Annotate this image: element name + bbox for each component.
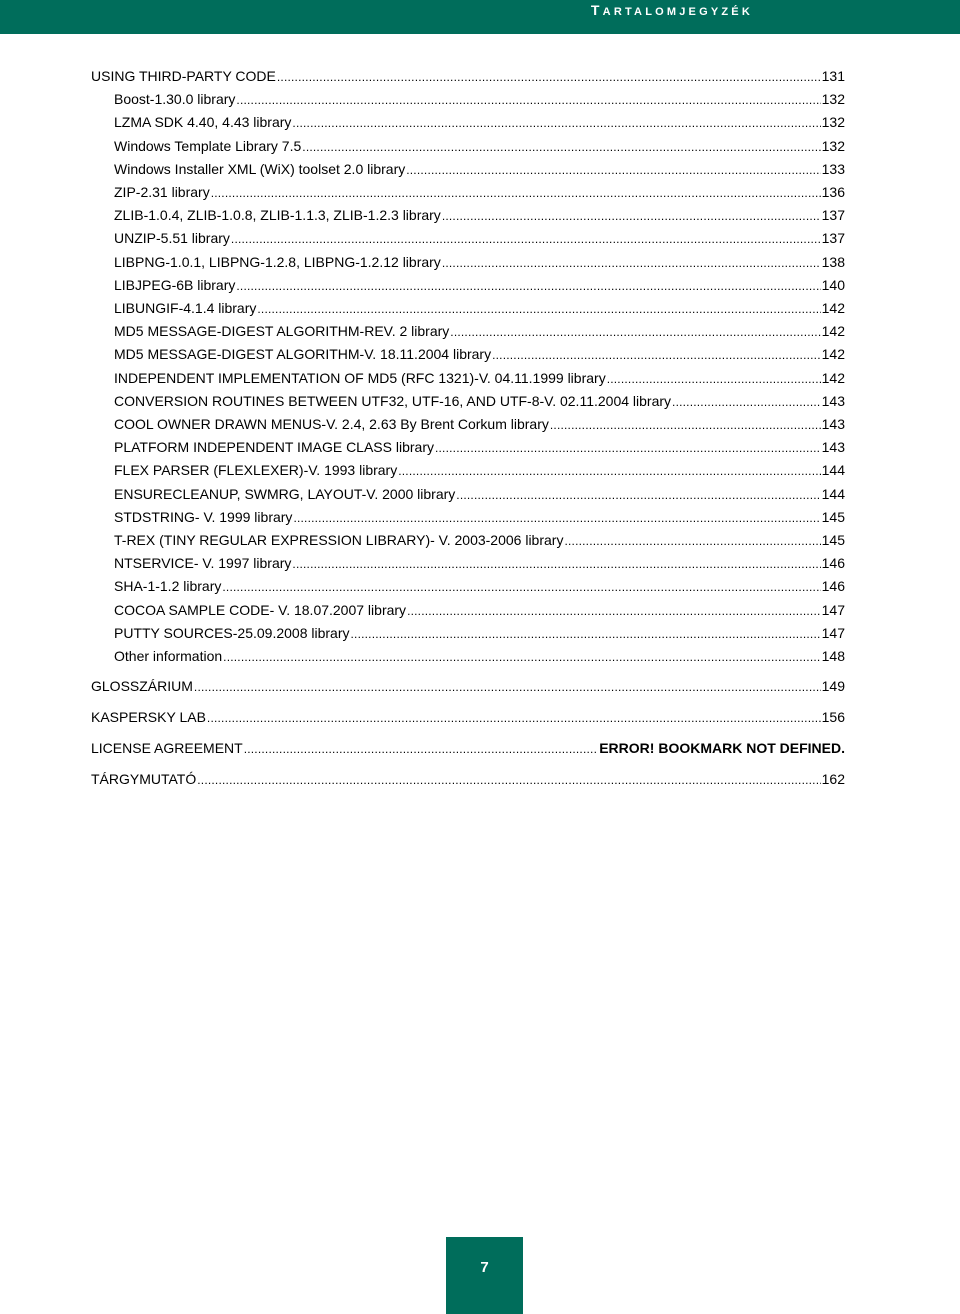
toc-entry-page: 142 bbox=[821, 323, 845, 340]
toc-entry-page: 132 bbox=[821, 137, 845, 154]
toc-entry-page: 147 bbox=[821, 601, 845, 618]
toc-entry-label: KASPERSKY LAB bbox=[91, 708, 206, 725]
toc-entry-label: Boost-1.30.0 library bbox=[114, 91, 236, 108]
toc-dot-leader bbox=[607, 371, 821, 388]
toc-subentry[interactable] bbox=[114, 393, 845, 411]
toc-entry-label: USING THIRD-PARTY CODE bbox=[91, 68, 276, 84]
toc-subentry[interactable] bbox=[114, 230, 845, 248]
toc-entry-page: 149 bbox=[821, 677, 845, 694]
toc-entry-label: CONVERSION ROUTINES BETWEEN UTF32, UTF-16, AND UTF-8-V. 02.11.2004 library bbox=[114, 392, 672, 409]
toc-entry-label: GLOSSZÁRIUM bbox=[91, 677, 193, 694]
toc-entry-label: STDSTRING- V. 1999 library bbox=[114, 508, 293, 525]
toc-subentry[interactable] bbox=[114, 254, 845, 272]
toc-dot-leader bbox=[398, 463, 820, 480]
toc-entry-page: 148 bbox=[821, 648, 845, 664]
toc-entry-label: LIBUNGIF-4.1.4 library bbox=[114, 300, 257, 316]
toc-subentry[interactable] bbox=[114, 486, 845, 504]
toc-entry-page: 144 bbox=[821, 485, 845, 502]
toc-section-entry[interactable] bbox=[91, 678, 845, 696]
toc-subentry[interactable] bbox=[114, 416, 845, 434]
toc-dot-leader bbox=[236, 278, 820, 295]
toc-entry-page: 156 bbox=[821, 708, 845, 725]
page-number: 7 bbox=[480, 1259, 489, 1276]
toc-subentry[interactable] bbox=[114, 462, 845, 480]
toc-entry-page: 143 bbox=[821, 416, 845, 432]
toc-entry-page: ERROR! BOOKMARK NOT DEFINED. bbox=[599, 739, 845, 756]
toc-entry-page: 142 bbox=[821, 300, 845, 316]
toc-entry-label: FLEX PARSER (FLEXLEXER)-V. 1993 library bbox=[114, 462, 398, 479]
toc-entry-label: LICENSE AGREEMENT bbox=[91, 739, 243, 756]
toc-dot-leader bbox=[442, 255, 821, 272]
toc-subentry[interactable] bbox=[114, 207, 845, 225]
toc-dot-leader bbox=[406, 162, 820, 179]
toc-entry-label: PLATFORM INDEPENDENT IMAGE CLASS library bbox=[114, 439, 434, 456]
toc-subentry[interactable] bbox=[114, 648, 845, 666]
toc-dot-leader bbox=[492, 347, 821, 364]
toc-entry-label: INDEPENDENT IMPLEMENTATION OF MD5 (RFC 1321)-V. 04.11.1999 library bbox=[114, 369, 606, 386]
toc-entry-label: MD5 MESSAGE-DIGEST ALGORITHM-REV. 2 library bbox=[114, 323, 450, 340]
toc-section-entry[interactable] bbox=[91, 771, 845, 789]
toc-subentry[interactable] bbox=[114, 370, 845, 388]
toc-entry-page: 137 bbox=[821, 207, 845, 224]
header-bar bbox=[0, 0, 960, 34]
toc-subentry[interactable] bbox=[114, 346, 845, 364]
toc-entry-page: 147 bbox=[821, 624, 845, 641]
toc-entry-page: 142 bbox=[821, 369, 845, 386]
toc-entry-label: TÁRGYMUTATÓ bbox=[91, 770, 197, 787]
toc-dot-leader bbox=[257, 301, 820, 318]
toc-dot-leader bbox=[351, 626, 821, 643]
toc-dot-leader bbox=[292, 115, 820, 132]
toc-entry-page: 131 bbox=[821, 68, 845, 84]
header-title-initial: T bbox=[590, 2, 603, 18]
toc-entry-page: 132 bbox=[821, 91, 845, 108]
toc-dot-leader bbox=[197, 772, 820, 789]
toc-entry-page: 162 bbox=[821, 770, 845, 787]
toc-dot-leader bbox=[244, 741, 599, 758]
toc-entry-page: 132 bbox=[821, 114, 845, 131]
toc-entry-label: Windows Installer XML (WiX) toolset 2.0 library bbox=[114, 160, 406, 177]
toc-entry-label: UNZIP-5.51 library bbox=[114, 230, 230, 247]
toc-subentry[interactable] bbox=[114, 277, 845, 295]
toc-entry-page: 140 bbox=[821, 276, 845, 293]
toc-subentry[interactable] bbox=[114, 602, 845, 620]
page-number-tab bbox=[446, 1237, 523, 1314]
toc-dot-leader bbox=[222, 579, 820, 596]
header-title-rest: ARTALOMJEGYZÉK bbox=[602, 6, 753, 18]
toc-subentry[interactable] bbox=[114, 555, 845, 573]
toc-dot-leader bbox=[450, 324, 820, 341]
toc-subentry[interactable] bbox=[114, 114, 845, 132]
toc-subentry[interactable] bbox=[114, 625, 845, 643]
toc-entry-page: 133 bbox=[821, 160, 845, 177]
toc-dot-leader bbox=[293, 510, 820, 527]
toc-dot-leader bbox=[302, 139, 820, 156]
header-title bbox=[591, 3, 753, 19]
toc-entry-page: 138 bbox=[821, 253, 845, 270]
toc-dot-leader bbox=[231, 231, 821, 248]
toc-subentry[interactable] bbox=[114, 184, 845, 202]
toc-dot-leader bbox=[456, 487, 820, 504]
toc-entry-label: MD5 MESSAGE-DIGEST ALGORITHM-V. 18.11.2004 library bbox=[114, 346, 492, 363]
toc-subentry[interactable] bbox=[114, 532, 845, 550]
toc-entry-page: 142 bbox=[821, 346, 845, 363]
toc-dot-leader bbox=[277, 69, 821, 86]
toc-dot-leader bbox=[550, 417, 821, 434]
toc-dot-leader bbox=[236, 92, 820, 109]
toc-entry-label: T-REX (TINY REGULAR EXPRESSION LIBRARY)- V. 2003-2006 library bbox=[114, 532, 564, 548]
toc-dot-leader bbox=[211, 185, 821, 202]
toc-section-entry[interactable] bbox=[91, 68, 845, 86]
toc-entry-label: LIBJPEG-6B library bbox=[114, 276, 236, 293]
toc-dot-leader bbox=[407, 603, 821, 620]
toc-subentry[interactable] bbox=[114, 578, 845, 596]
toc-entry-page: 144 bbox=[821, 462, 845, 479]
toc-entry-label: Windows Template Library 7.5 bbox=[114, 137, 302, 154]
toc-entry-label: COOL OWNER DRAWN MENUS-V. 2.4, 2.63 By Brent Corkum library bbox=[114, 416, 549, 432]
toc-subentry[interactable] bbox=[114, 91, 845, 109]
toc-entry-page: 146 bbox=[821, 578, 845, 595]
toc-dot-leader bbox=[207, 710, 821, 727]
toc-entry-page: 143 bbox=[821, 392, 845, 409]
toc-entry-page: 145 bbox=[821, 508, 845, 525]
toc-dot-leader bbox=[442, 208, 821, 225]
toc-entry-label: SHA-1-1.2 library bbox=[114, 578, 222, 595]
toc-entry-page: 143 bbox=[821, 439, 845, 456]
toc-entry-page: 146 bbox=[821, 555, 845, 572]
toc-dot-leader bbox=[564, 533, 820, 550]
toc-entry-label: PUTTY SOURCES-25.09.2008 library bbox=[114, 624, 350, 641]
toc-section-entry[interactable] bbox=[91, 740, 845, 758]
toc-entry-label: NTSERVICE- V. 1997 library bbox=[114, 555, 292, 572]
toc-entry-page: 145 bbox=[821, 532, 845, 548]
toc-subentry[interactable] bbox=[114, 323, 845, 341]
toc-subentry[interactable] bbox=[114, 509, 845, 527]
toc-dot-leader bbox=[223, 649, 820, 666]
toc-dot-leader bbox=[194, 679, 821, 696]
toc-entry-label: Other information bbox=[114, 648, 223, 664]
toc-dot-leader bbox=[672, 394, 821, 411]
toc-entry-label: ENSURECLEANUP, SWMRG, LAYOUT-V. 2000 library bbox=[114, 485, 456, 502]
toc-dot-leader bbox=[292, 556, 820, 573]
toc-entry-label: COCOA SAMPLE CODE- V. 18.07.2007 library bbox=[114, 601, 407, 618]
toc-entry-label: ZLIB-1.0.4, ZLIB-1.0.8, ZLIB-1.1.3, ZLIB-1.2.3 library bbox=[114, 207, 441, 224]
toc-subentry[interactable] bbox=[114, 300, 845, 318]
toc-entry-label: ZIP-2.31 library bbox=[114, 184, 210, 200]
toc-subentry[interactable] bbox=[114, 138, 845, 156]
toc-subentry[interactable] bbox=[114, 439, 845, 457]
toc-section-entry[interactable] bbox=[91, 709, 845, 727]
toc-entry-label: LZMA SDK 4.40, 4.43 library bbox=[114, 114, 292, 131]
toc-subentry[interactable] bbox=[114, 161, 845, 179]
toc-entry-page: 136 bbox=[821, 184, 845, 200]
toc-entry-label: LIBPNG-1.0.1, LIBPNG-1.2.8, LIBPNG-1.2.12 library bbox=[114, 253, 441, 270]
toc-dot-leader bbox=[435, 440, 821, 457]
toc-entry-page: 137 bbox=[821, 230, 845, 247]
